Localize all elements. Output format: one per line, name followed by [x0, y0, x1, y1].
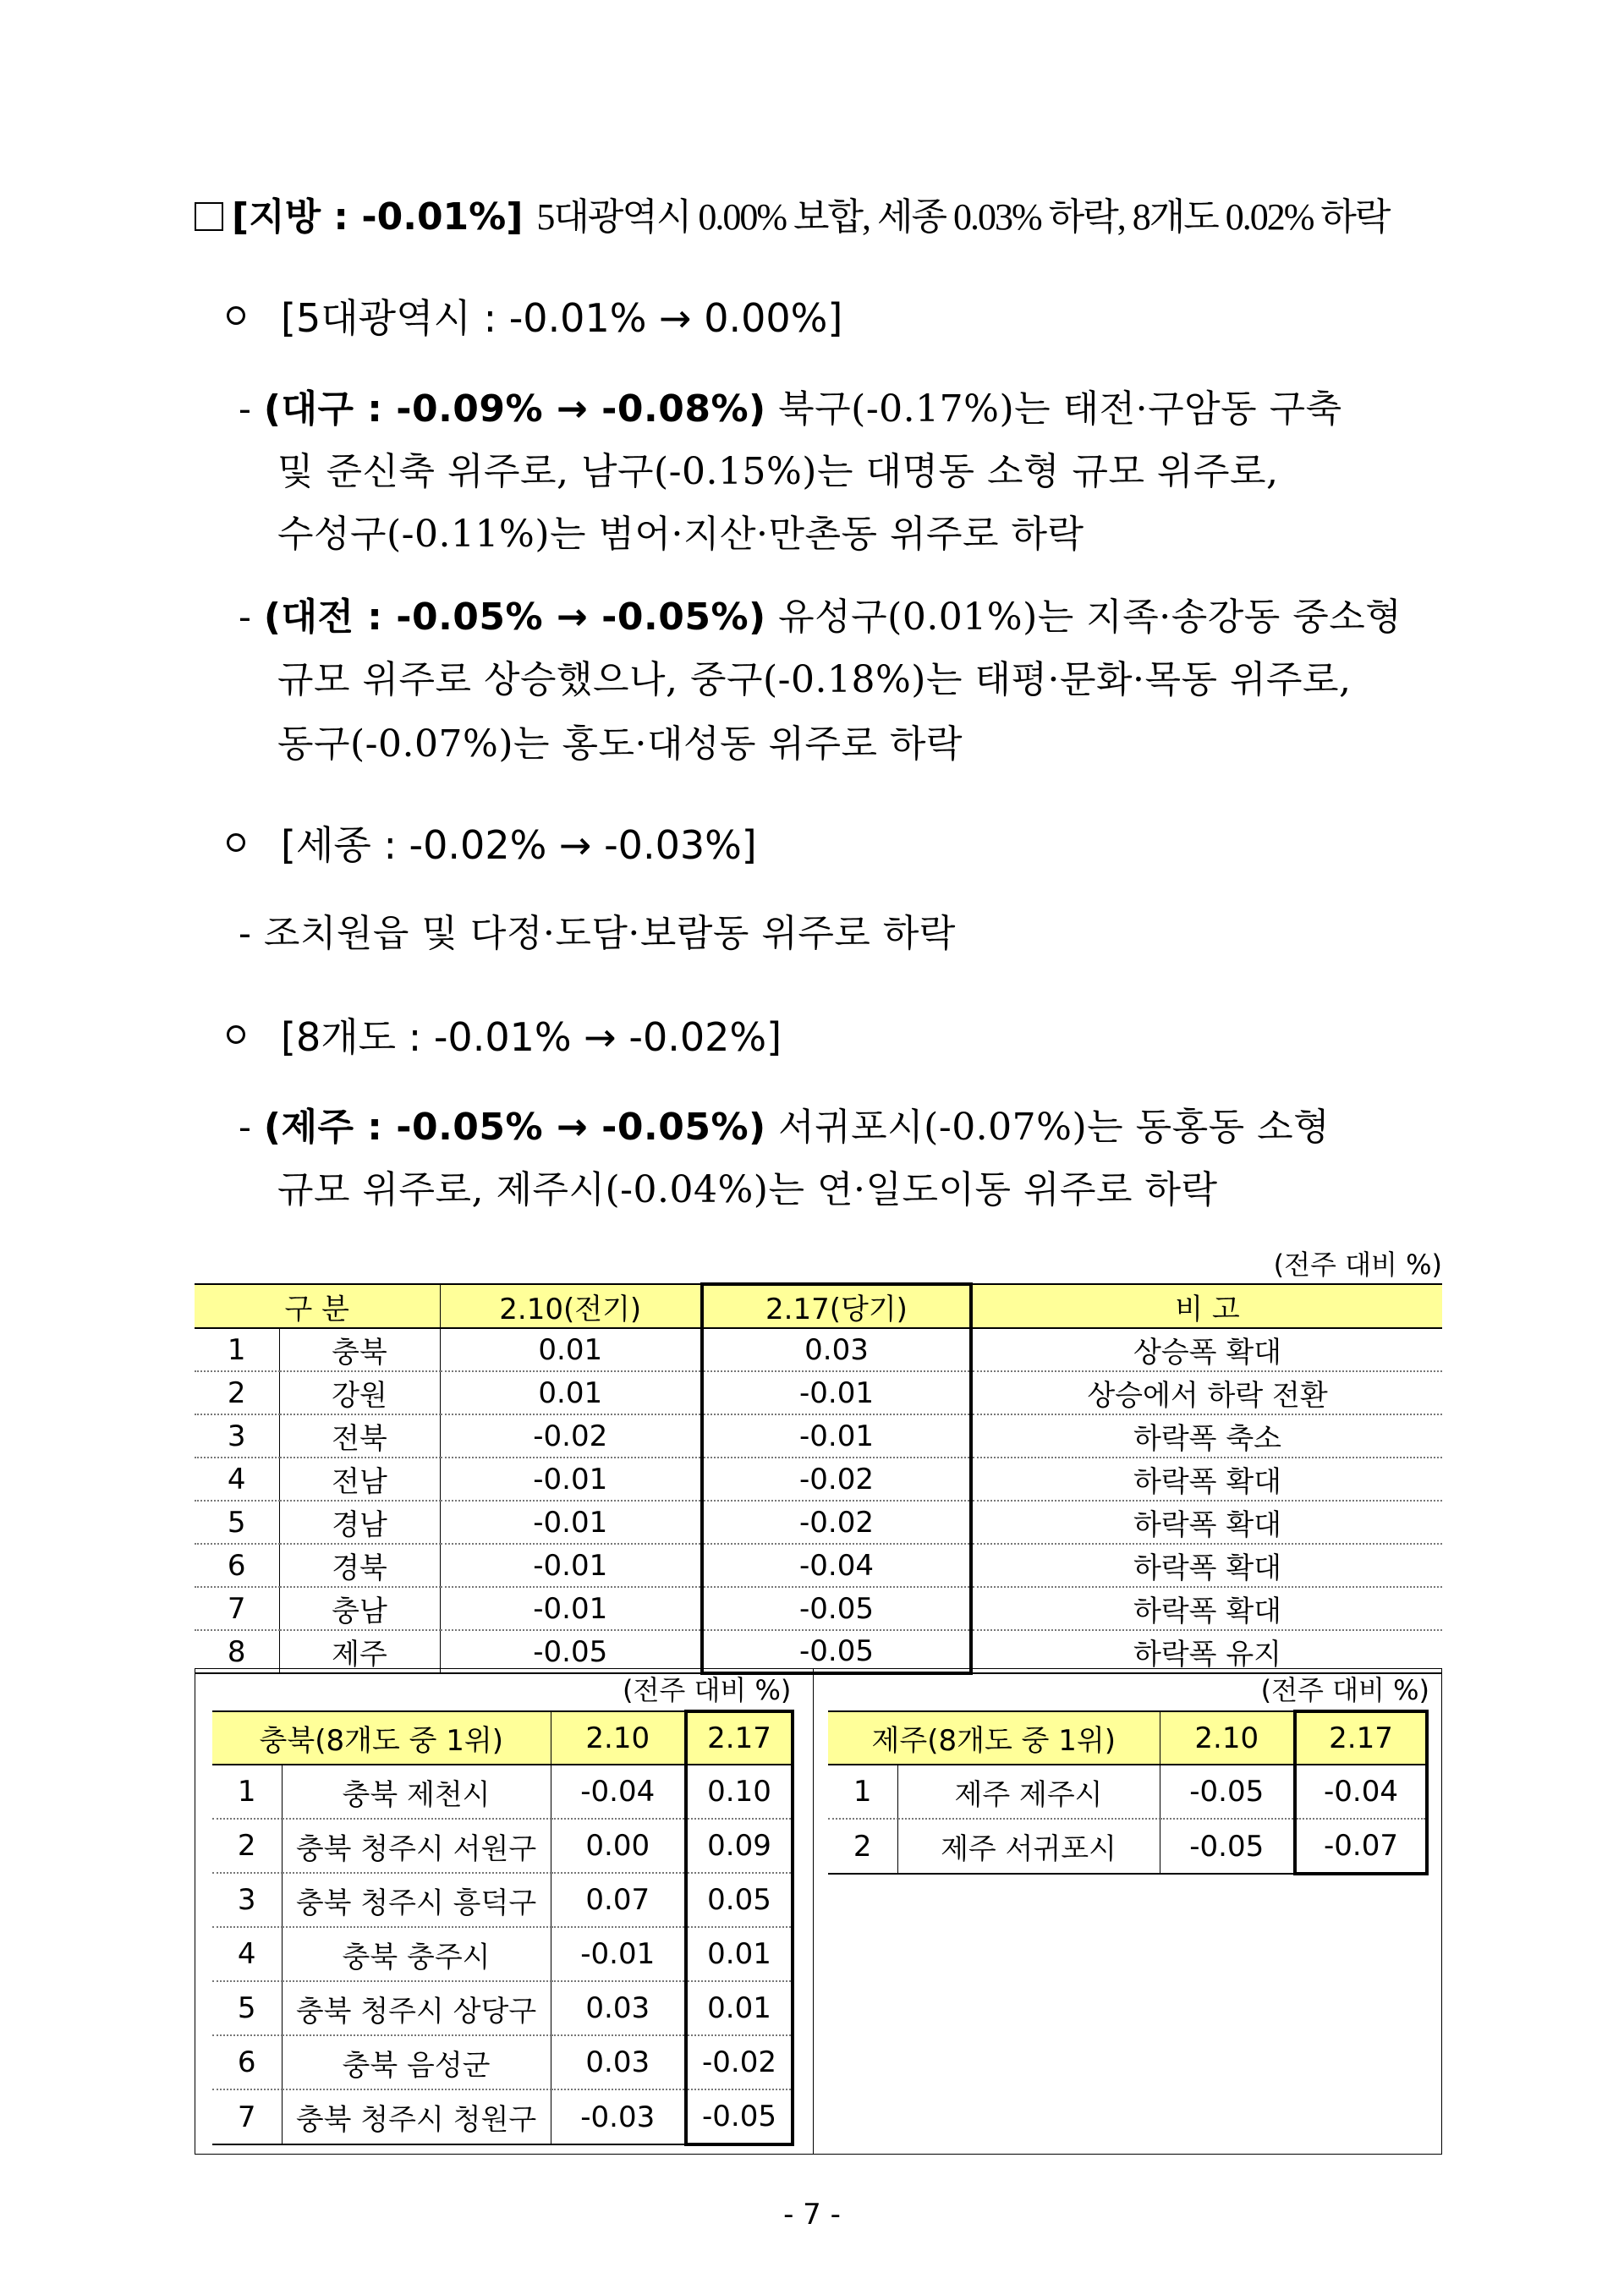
- table-row: [828, 1819, 1427, 1874]
- daejeon-line-2: 규모 위주로 상승했으나, 중구(-0.18%)는 태평·문화·목동 위주로,: [277, 658, 1352, 701]
- area-cell: 충북 청주시 상당구: [282, 1981, 551, 2035]
- curr-value-cell: -0.02: [702, 1501, 971, 1544]
- rank-cell: 1: [195, 1328, 279, 1371]
- curr-value-cell: -0.05: [686, 2089, 793, 2144]
- region-cell: 경북: [279, 1544, 440, 1587]
- region-cell: 전북: [279, 1414, 440, 1458]
- prev-value-cell: 0.01: [440, 1371, 702, 1414]
- header-curr: 2.17: [1295, 1711, 1427, 1765]
- rank-cell: 4: [195, 1458, 279, 1501]
- daegu-line-2: 및 준신축 위주로, 남구(-0.15%)는 대명동 소형 규모 위주로,: [277, 450, 1279, 493]
- daegu-line-1: - (대구 : -0.09% → -0.08%) 북구(-0.17%)는 태전·구암동 구축: [239, 387, 1342, 431]
- prev-value-cell: -0.05: [1160, 1765, 1295, 1819]
- table-row: [212, 1819, 793, 1873]
- table-row: [212, 1765, 793, 1819]
- rank-cell: 4: [212, 1927, 282, 1981]
- table-header-row: [212, 1711, 793, 1765]
- sub-tables-box: [195, 1668, 1442, 2155]
- rank-cell: 2: [212, 1819, 282, 1873]
- circle-bullet-icon: [227, 306, 245, 325]
- area-cell: 충북 음성군: [282, 2035, 551, 2089]
- curr-value-cell: 0.10: [686, 1765, 793, 1819]
- province-change-table: [195, 1282, 1442, 1675]
- chungbuk-detail-table: [212, 1710, 794, 2146]
- sejong-title: [세종 : -0.02% → -0.03%]: [227, 815, 757, 870]
- prev-value-cell: 0.03: [551, 1981, 686, 2035]
- daegu-line-3: 수성구(-0.11%)는 범어·지산·만촌동 위주로 하락: [277, 513, 1084, 556]
- rank-cell: 5: [195, 1501, 279, 1544]
- header-prev: 2.10(전기): [440, 1284, 702, 1328]
- rank-cell: 2: [828, 1819, 897, 1874]
- curr-value-cell: -0.02: [702, 1458, 971, 1501]
- area-cell: 충북 충주시: [282, 1927, 551, 1981]
- table-row: [212, 2089, 793, 2144]
- table-row: [195, 1458, 1442, 1501]
- rank-cell: 8: [195, 1630, 279, 1673]
- sub-right-unit: (전주 대비 %): [1260, 1674, 1429, 1706]
- rank-cell: 1: [828, 1765, 897, 1819]
- prev-value-cell: 0.01: [440, 1328, 702, 1371]
- headline-text: 5대광역시 0.00% 보합, 세종 0.03% 하락, 8개도 0.02% 하락: [536, 196, 1390, 238]
- table-row: [195, 1544, 1442, 1587]
- divider: [813, 1669, 814, 2154]
- jeju-line-2: 규모 위주로, 제주시(-0.04%)는 연·일도이동 위주로 하락: [277, 1168, 1218, 1211]
- curr-value-cell: -0.04: [1295, 1765, 1427, 1819]
- area-cell: 충북 청주시 청원구: [282, 2089, 551, 2144]
- curr-value-cell: -0.01: [702, 1414, 971, 1458]
- rank-cell: 7: [212, 2089, 282, 2144]
- table-row: [195, 1328, 1442, 1371]
- prev-value-cell: 0.00: [551, 1819, 686, 1873]
- curr-value-cell: -0.05: [702, 1630, 971, 1673]
- curr-value-cell: 0.09: [686, 1819, 793, 1873]
- curr-value-cell: 0.03: [702, 1328, 971, 1371]
- area-cell: 충북 제천시: [282, 1765, 551, 1819]
- header-prev: 2.10: [1160, 1711, 1295, 1765]
- prev-value-cell: -0.01: [440, 1501, 702, 1544]
- sub-left-unit: (전주 대비 %): [623, 1674, 792, 1706]
- prev-value-cell: -0.01: [440, 1587, 702, 1630]
- region-cell: 전남: [279, 1458, 440, 1501]
- curr-value-cell: -0.05: [702, 1587, 971, 1630]
- daejeon-line-1: - (대전 : -0.05% → -0.05%) 유성구(0.01%)는 지족·송강동 중소형: [239, 596, 1402, 639]
- section-headline: [195, 186, 1389, 240]
- headline-bracket: [지방 : -0.01%]: [232, 195, 524, 239]
- note-cell: 상승에서 하락 전환: [971, 1371, 1442, 1414]
- header-area: 제주(8개도 중 1위): [828, 1711, 1160, 1765]
- jeju-detail-table: [828, 1710, 1429, 1875]
- curr-value-cell: -0.07: [1295, 1819, 1427, 1874]
- rank-cell: 6: [212, 2035, 282, 2089]
- daejeon-line-3: 동구(-0.07%)는 홍도·대성동 위주로 하락: [277, 722, 963, 766]
- metro-title: [5대광역시 : -0.01% → 0.00%]: [227, 288, 842, 343]
- region-cell: 제주: [279, 1630, 440, 1673]
- header-prev: 2.10: [551, 1711, 686, 1765]
- curr-value-cell: 0.05: [686, 1873, 793, 1927]
- table-row: [212, 1981, 793, 2035]
- circle-bullet-icon: [227, 833, 245, 852]
- table-row: [195, 1414, 1442, 1458]
- prev-value-cell: 0.07: [551, 1873, 686, 1927]
- sejong-line-1: - 조치원읍 및 다정·도담·보람동 위주로 하락: [239, 912, 956, 955]
- rank-cell: 6: [195, 1544, 279, 1587]
- prev-value-cell: -0.05: [440, 1630, 702, 1673]
- note-cell: 하락폭 확대: [971, 1544, 1442, 1587]
- jeju-line-1: - (제주 : -0.05% → -0.05%) 서귀포시(-0.07%)는 동홍동 소형: [239, 1106, 1330, 1149]
- area-cell: 충북 청주시 흥덕구: [282, 1873, 551, 1927]
- note-cell: 하락폭 확대: [971, 1458, 1442, 1501]
- table-row: [828, 1765, 1427, 1819]
- rank-cell: 3: [195, 1414, 279, 1458]
- note-cell: 하락폭 확대: [971, 1587, 1442, 1630]
- rank-cell: 3: [212, 1873, 282, 1927]
- header-curr: 2.17(당기): [702, 1284, 971, 1328]
- table-row: [212, 1927, 793, 1981]
- prev-value-cell: -0.01: [440, 1544, 702, 1587]
- table-header-row: [828, 1711, 1427, 1765]
- prev-value-cell: -0.01: [440, 1458, 702, 1501]
- table-row: [212, 1873, 793, 1927]
- region-cell: 충남: [279, 1587, 440, 1630]
- daejeon-label: (대전 : -0.05% → -0.05%): [263, 596, 766, 639]
- note-cell: 상승폭 확대: [971, 1328, 1442, 1371]
- table-row: [195, 1371, 1442, 1414]
- note-cell: 하락폭 유지: [971, 1630, 1442, 1673]
- curr-value-cell: -0.01: [702, 1371, 971, 1414]
- prev-value-cell: 0.03: [551, 2035, 686, 2089]
- area-cell: 충북 청주시 서원구: [282, 1819, 551, 1873]
- rank-cell: 5: [212, 1981, 282, 2035]
- area-cell: 제주 서귀포시: [897, 1819, 1160, 1874]
- curr-value-cell: -0.02: [686, 2035, 793, 2089]
- curr-value-cell: 0.01: [686, 1981, 793, 2035]
- table-row: [212, 2035, 793, 2089]
- prev-value-cell: -0.02: [440, 1414, 702, 1458]
- circle-bullet-icon: [227, 1025, 245, 1044]
- prev-value-cell: -0.03: [551, 2089, 686, 2144]
- table-row: [195, 1501, 1442, 1544]
- region-cell: 강원: [279, 1371, 440, 1414]
- provinces-title: [8개도 : -0.01% → -0.02%]: [227, 1007, 782, 1062]
- rank-cell: 1: [212, 1765, 282, 1819]
- square-bullet-icon: [195, 202, 223, 231]
- header-curr: 2.17: [686, 1711, 793, 1765]
- curr-value-cell: -0.04: [702, 1544, 971, 1587]
- area-cell: 제주 제주시: [897, 1765, 1160, 1819]
- note-cell: 하락폭 확대: [971, 1501, 1442, 1544]
- header-note: 비 고: [971, 1284, 1442, 1328]
- page-number: - 7 -: [783, 2198, 841, 2232]
- header-category: 구 분: [195, 1284, 440, 1328]
- prev-value-cell: -0.04: [551, 1765, 686, 1819]
- rank-cell: 7: [195, 1587, 279, 1630]
- table-row: [195, 1587, 1442, 1630]
- curr-value-cell: 0.01: [686, 1927, 793, 1981]
- header-area: 충북(8개도 중 1위): [212, 1711, 551, 1765]
- region-cell: 경남: [279, 1501, 440, 1544]
- table-header-row: [195, 1284, 1442, 1328]
- prev-value-cell: -0.01: [551, 1927, 686, 1981]
- table-row: [195, 1630, 1442, 1673]
- region-cell: 충북: [279, 1328, 440, 1371]
- jeju-label: (제주 : -0.05% → -0.05%): [263, 1106, 766, 1149]
- main-table-unit: (전주 대비 %): [1273, 1249, 1442, 1281]
- note-cell: 하락폭 축소: [971, 1414, 1442, 1458]
- daegu-label: (대구 : -0.09% → -0.08%): [263, 387, 766, 431]
- prev-value-cell: -0.05: [1160, 1819, 1295, 1874]
- rank-cell: 2: [195, 1371, 279, 1414]
